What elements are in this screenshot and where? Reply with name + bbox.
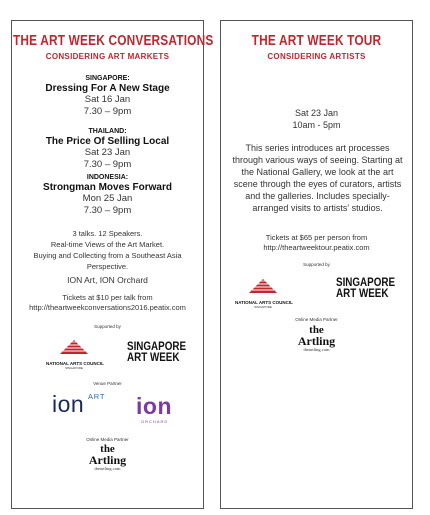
singapore-art-week-logo	[127, 341, 197, 364]
ion-art-word: ion	[52, 391, 85, 417]
event-time: 7.30 – 9pm	[83, 205, 132, 216]
artling-url: theartling.com	[303, 346, 330, 352]
summary-line: Real-time Views of the Art Market.	[50, 240, 165, 249]
tour-date: Sat 23 Jan	[294, 108, 339, 118]
event-date: Sat 16 Jan	[84, 94, 131, 105]
event-date: Sat 23 Jan	[84, 147, 131, 158]
artling-logo	[12, 445, 203, 471]
event-time: 7.30 – 9pm	[83, 159, 132, 170]
event-country: THAILAND:	[88, 128, 127, 135]
summary-line: Perspective.	[86, 262, 129, 271]
venue-text: ION Art, ION Orchard	[67, 275, 148, 285]
event-country: INDONESIA:	[86, 174, 129, 181]
artling-name: Artling	[297, 333, 336, 348]
event-title: Strongman Moves Forward	[43, 182, 172, 193]
saw-line2: ART WEEK	[127, 350, 180, 365]
ion-orchard-logo	[136, 393, 196, 427]
nac-emblem-icon	[46, 334, 102, 356]
ion-orchard-word: ion	[136, 393, 172, 419]
event-date: Mon 25 Jan	[82, 193, 133, 204]
event-indonesia	[12, 174, 203, 217]
nac-country: SINGAPORE	[254, 305, 272, 309]
tour-title: THE ART WEEK TOUR	[251, 33, 382, 49]
tickets-price: Tickets at $65 per person from	[265, 233, 368, 242]
artling-the: the	[100, 443, 115, 455]
artling-logo	[221, 326, 412, 352]
saw-line1: SINGAPORE	[336, 275, 396, 289]
artling-name: Artling	[88, 452, 127, 467]
conversations-subtitle: CONSIDERING ART MARKETS	[45, 52, 170, 61]
talks-summary	[12, 228, 203, 272]
tickets-info	[12, 293, 203, 313]
online-media-partner-label: Online Media Partner	[86, 437, 129, 442]
ion-art-logo	[52, 391, 112, 421]
summary-line: 3 talks. 12 Speakers.	[72, 229, 143, 238]
saw-line2: ART WEEK	[336, 286, 389, 301]
nac-logo	[46, 334, 102, 370]
tour-description: This series introduces art processes through various ways of seeing. Starting at the National Gallery, we look at the art scene through the eyes of curators, artists and the galleries. Includes specially-arranged visits to artists' studios.	[232, 143, 403, 213]
tour-datetime	[221, 107, 412, 131]
tickets-url[interactable]: http://theartweektour.peatix.com	[263, 243, 370, 252]
event-singapore	[12, 75, 203, 118]
nac-country: SINGAPORE	[65, 366, 83, 370]
tour-time: 10am - 5pm	[292, 120, 341, 130]
nac-name: NATIONAL ARTS COUNCIL	[46, 361, 104, 366]
nac-logo	[235, 273, 291, 309]
tickets-url[interactable]: http://theartweekconversations2016.peatix.com	[29, 303, 186, 312]
saw-line1: SINGAPORE	[127, 339, 187, 353]
online-media-partner-label: Online Media Partner	[295, 317, 338, 322]
ion-orchard-sub: ORCHARD	[141, 419, 169, 424]
event-title: The Price Of Selling Local	[45, 136, 170, 147]
artling-url: theartling.com	[94, 465, 121, 471]
nac-name: NATIONAL ARTS COUNCIL	[235, 300, 293, 305]
ion-art-super: ART	[88, 392, 106, 401]
artling-the: the	[309, 324, 324, 336]
conversations-title: THE ART WEEK CONVERSATIONS	[12, 33, 214, 49]
supported-by-label: Supported by	[303, 262, 330, 267]
art-week-tour-card	[220, 20, 413, 509]
tour-tickets	[221, 233, 412, 253]
nac-emblem-icon	[235, 273, 291, 295]
event-title: Dressing For A New Stage	[45, 83, 170, 94]
art-week-conversations-card	[11, 20, 214, 509]
event-time: 7.30 – 9pm	[83, 106, 132, 117]
event-country: SINGAPORE:	[85, 75, 130, 82]
supported-by-label: Supported by	[94, 324, 121, 329]
summary-line: Buying and Collecting from a Southeast Asia	[33, 251, 182, 260]
event-thailand	[12, 128, 203, 171]
tickets-price: Tickets at $10 per talk from	[62, 293, 153, 302]
singapore-art-week-logo	[336, 277, 406, 300]
tour-subtitle: CONSIDERING ARTISTS	[267, 52, 366, 61]
venue-partner-label: Venue Partner	[93, 381, 122, 386]
